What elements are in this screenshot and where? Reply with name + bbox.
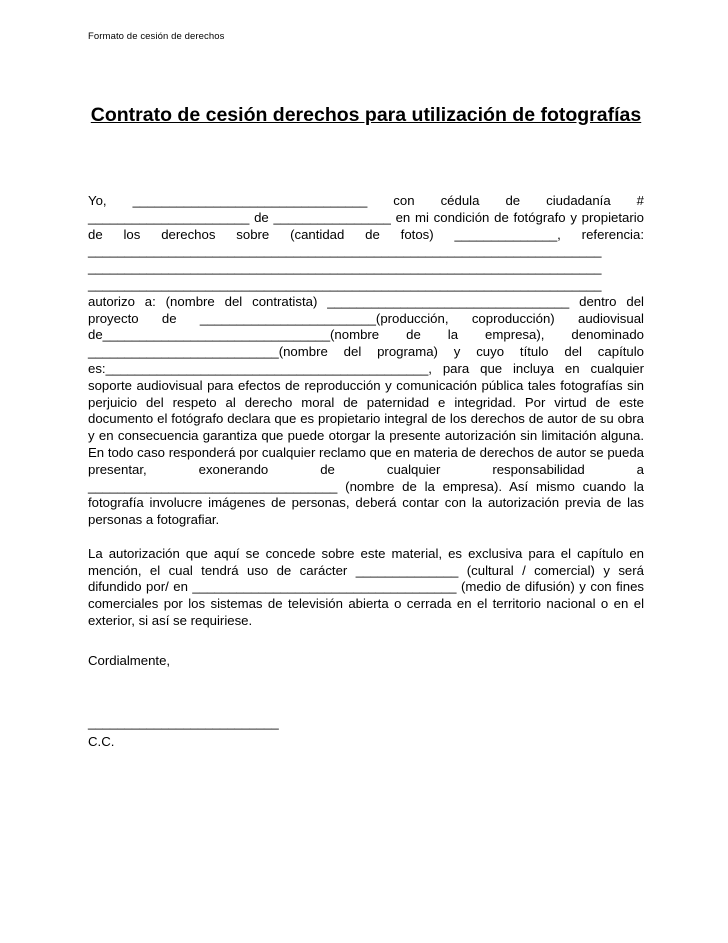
signature-line: __________________________ <box>88 715 279 730</box>
contract-paragraph-1: Yo, ________________________________ con cédula de ciudadanía # ______________________ de ________________ en mi condición de fotógrafo y propietario de los derechos sobre (cantidad de fotos) ______________, referencia: ______________________________________________________________________ ______________________________________________________________________ ______________________________________________________________________ autorizo a: (nombre del contratista) _________________________________ dentro del proyecto de ________________________(producción, coproducción) audiovisual de_______________________________(nombre de la empresa), denominado __________________________(nombre del programa) y cuyo título del capítulo es:____________________________________________, para que incluya en cualquier soporte audiovisual para efectos de reproducción y comunicación pública tales fotografías sin perjuicio del respeto al derecho moral de paternidad e integridad. Por virtud de este documento el fotógrafo declara que es propietario integral de los derechos de autor de su obra y en consecuencia garantiza que puede otorgar la presente autorización sin limitación alguna. En todo caso responderá por cualquier reclamo que en materia de derechos de autor se pueda presentar, exonerando de cualquier responsabilidad a __________________________________ (nombre de la empresa). Así mismo cuando la fotografía involucre imágenes de personas, deberá contar con la autorización previa de las personas a fotografiar. <box>88 193 644 528</box>
closing-salutation: Cordialmente, <box>88 653 171 668</box>
document-body <box>88 193 644 630</box>
signature-id-label: C.C. <box>88 734 115 749</box>
contract-paragraph-2: La autorización que aquí se concede sobre este material, es exclusiva para el capítulo en mención, el cual tendrá uso de carácter ______________ (cultural / comercial) y será difundido por/ en ____________________________________ (medio de difusión) y con fines comerciales por los sistemas de televisión abierta o cerrada en el territorio nacional o en el exterior, si así se requiriese. <box>88 545 644 628</box>
page-header: Formato de cesión de derechos <box>88 31 225 42</box>
document-title: Contrato de cesión derechos para utilización de fotografías <box>90 104 642 126</box>
